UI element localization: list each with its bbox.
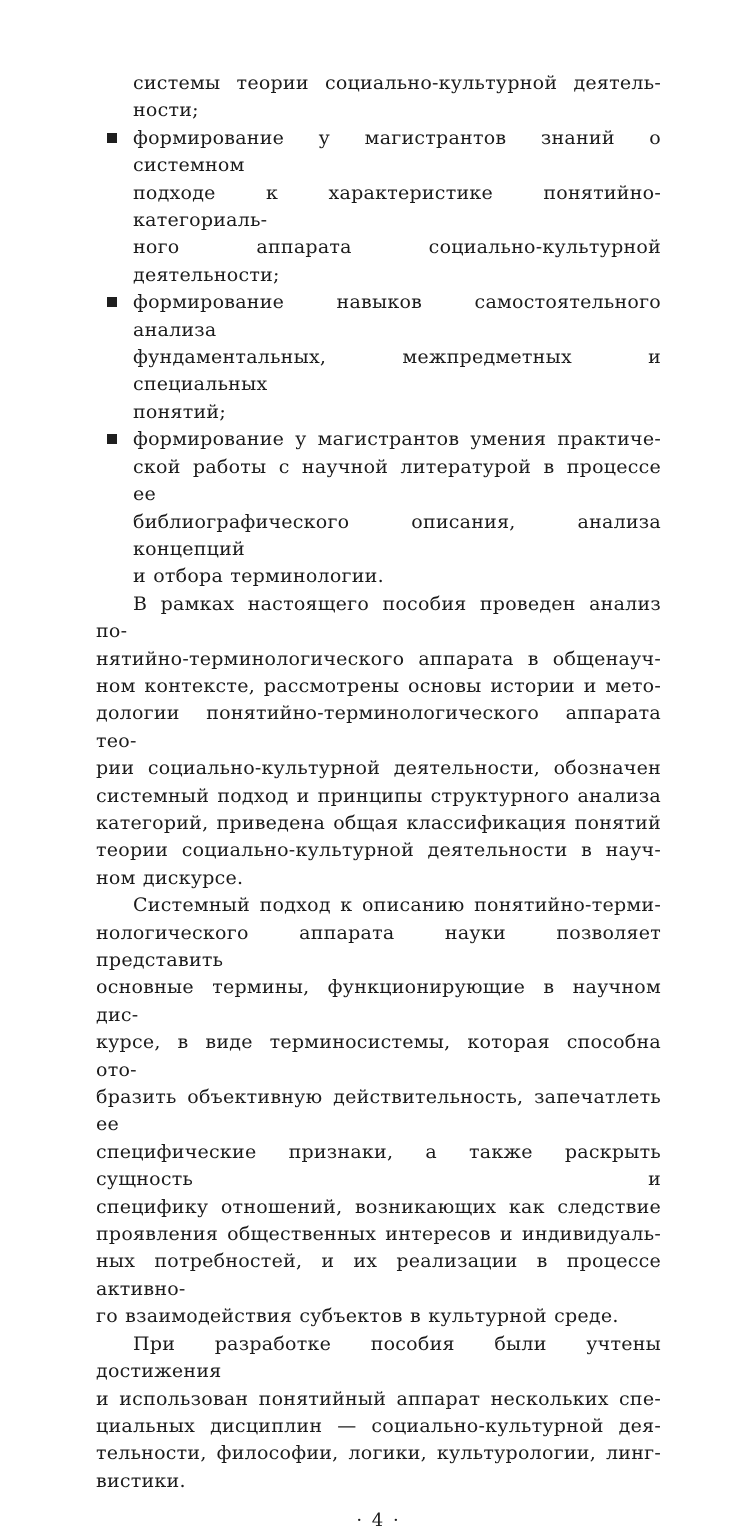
paragraph — [96, 892, 661, 1331]
text-line: подходе к характеристике понятийно-категориаль- — [133, 181, 661, 232]
text-line: курсе, в виде терминосистемы, которая способна ото- — [96, 1031, 661, 1081]
text-line: ном дискурсе. — [96, 866, 244, 889]
text-line: дологии понятийно-терминологического аппарата тео- — [96, 702, 661, 752]
paragraph — [96, 591, 661, 892]
text-line: ных потребностей, и их реализации в процессе активно- — [96, 1250, 661, 1300]
text-line: бразить объективную действительность, запечатлеть ее — [96, 1086, 661, 1136]
square-bullet-icon — [107, 434, 117, 444]
text-line: Системный подход к описанию понятийно-терми- — [133, 894, 661, 917]
bullet-list-item — [96, 125, 661, 289]
text-line: системы теории социально-культурной деятель- — [133, 72, 661, 94]
text-line: понятий; — [133, 400, 226, 423]
text-line: го взаимодействия субъектов в культурной среде. — [96, 1305, 619, 1328]
square-bullet-icon — [107, 297, 117, 307]
text-line: библиографического описания, анализа концепций — [133, 510, 661, 560]
text-line: категорий, приведена общая классификация понятий — [96, 811, 661, 834]
text-line: формирование у магистрантов знаний о системном — [133, 126, 661, 177]
text-line: проявления общественных интересов и индивидуаль- — [96, 1223, 661, 1246]
bullet-list-item — [96, 70, 661, 125]
text-line: теории социально-культурной деятельности в науч- — [96, 839, 661, 862]
text-line: нологического аппарата науки позволяет представить — [96, 921, 661, 971]
bullet-list — [96, 70, 661, 591]
text-line: и использован понятийный аппарат нескольких спе- — [96, 1387, 661, 1410]
text-line: При разработке пособия были учтены достижения — [96, 1332, 661, 1383]
text-line: специфику отношений, возникающих как следствие — [96, 1195, 661, 1218]
text-line: специфические признаки, а также раскрыть сущность и — [96, 1140, 661, 1191]
text-line: вистики. — [96, 1469, 186, 1492]
text-line: циальных дисциплин — социально-культурной дея- — [96, 1414, 661, 1437]
text-line: формирование у магистрантов умения практиче- — [133, 428, 661, 451]
text-line: формирование навыков самостоятельного анализа — [133, 291, 661, 341]
page-number: · 4 · — [356, 1510, 401, 1532]
text-line: ской работы с научной литературой в процессе ее — [133, 455, 661, 506]
text-line: рии социально-культурной деятельности, обозначен — [96, 757, 661, 780]
text-line: фундаментальных, межпредметных и специальных — [133, 346, 661, 396]
bullet-list-item — [96, 426, 661, 590]
text-line: ного аппарата социально-культурной деятельности; — [133, 236, 661, 286]
paragraph — [96, 1331, 661, 1495]
square-bullet-icon — [107, 133, 117, 143]
text-line: В рамках настоящего пособия проведен анализ по- — [96, 592, 661, 643]
text-line: и отбора терминологии. — [133, 565, 384, 588]
text-line: ном контексте, рассмотрены основы истории и мето- — [96, 674, 661, 697]
body-paragraphs — [96, 591, 661, 1495]
text-line: ности; — [133, 99, 199, 122]
text-line: нятийно-терминологического аппарата в общенауч- — [96, 647, 661, 670]
text-line: тельности, философии, логики, культурологии, линг- — [96, 1442, 661, 1465]
text-line: системный подход и принципы структурного анализа — [96, 784, 661, 807]
bullet-list-item — [96, 289, 661, 426]
text-line: основные термины, функционирующие в научном дис- — [96, 976, 661, 1026]
